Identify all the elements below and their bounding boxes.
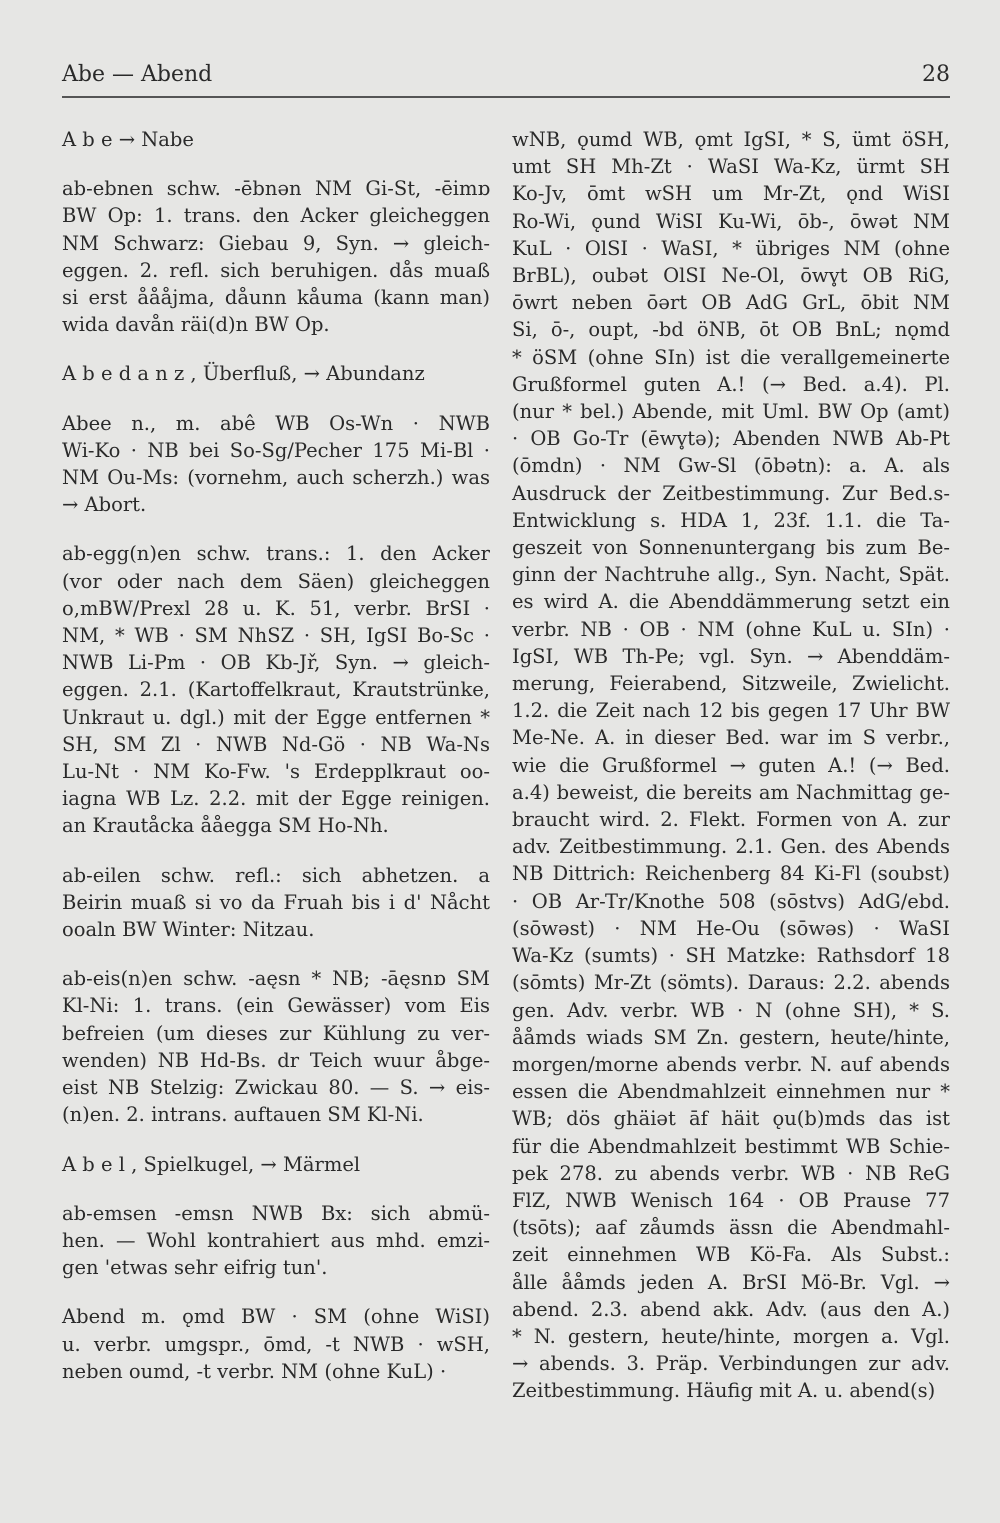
entry-line: NM Schwarz: Giebau 9, Syn. → gleich-	[62, 231, 490, 255]
entry-line: Abend m. ǫmd BW · SM (ohne WiSI)	[62, 1305, 490, 1329]
entry-line: ab-emsen -emsn NWB Bx: sich abmü-	[62, 1201, 490, 1225]
entry-line: merung, Feierabend, Sitzweile, Zwielicht.	[512, 672, 950, 696]
entry-line: (ōmdn) · NM Gw-Sl (ōbətn): a. A. als	[512, 454, 950, 478]
entry-line: · OB Ar-Tr/Knothe 508 (sōstvs) AdG/ebd.	[512, 889, 950, 913]
entry-line: NM Ou-Ms: (vornehm, auch scherzh.) was	[62, 466, 490, 490]
entry-line: si erst åååjma, dåunn kåuma (kann man)	[62, 286, 490, 310]
left-column	[62, 126, 490, 1407]
entry-line: Si, ō-, oupt, -bd öNB, ōt OB BnL; nǫmd	[512, 318, 950, 342]
entry-line: (sōwəst) · NM He-Ou (sōwəs) · WaSI	[512, 916, 950, 940]
entry-line: WB; dös ghäiət āf häit ǫu(b)mds das ist	[512, 1107, 950, 1131]
entry-line: iagna WB Lz. 2.2. mit der Egge reinigen.	[62, 787, 490, 811]
entry-line: Ro-Wi, ǫund WiSI Ku-Wi, ōb-, ōwət NM	[512, 209, 950, 233]
header-rule	[62, 96, 950, 98]
dictionary-entry-abee	[62, 410, 490, 519]
entry-line: wida davån räi(d)n BW Op.	[62, 313, 330, 337]
entry-line: NB Dittrich: Reichenberg 84 Ki-Fl (soubst)	[512, 862, 950, 886]
entry-line: verbr. NB · OB · NM (ohne KuL u. SIn) ·	[512, 617, 950, 641]
entry-line: wenden) NB Hd-Bs. dr Teich wuur åbge-	[62, 1048, 490, 1072]
entry-line: es wird A. die Abenddämmerung setzt ein	[512, 590, 950, 614]
entry-line: ab-ebnen schw. -ēbnən NM Gi-St, -ēimɒ	[62, 177, 490, 201]
entry-line: Grußformel guten A.! (→ Bed. a.4). Pl.	[512, 372, 950, 396]
entry-line: wie die Grußformel → guten A.! (→ Bed.	[512, 753, 950, 777]
entry-line: ååmds wiads SM Zn. gestern, heute/hinte,	[512, 1025, 950, 1049]
dictionary-entry-abe	[62, 126, 490, 153]
entry-line: ålle ååmds jeden A. BrSI Mö-Br. Vgl. →	[512, 1270, 950, 1294]
entry-line: NWB Li-Pm · OB Kb-Jř, Syn. → gleich-	[62, 651, 490, 675]
entry-line: u. verbr. umgspr., ōmd, -t NWB · wSH,	[62, 1332, 490, 1356]
entry-line: zeit einnehmen WB Kö-Fa. Als Subst.:	[512, 1243, 950, 1267]
entry-line: geszeit von Sonnenuntergang bis zum Be-	[512, 536, 950, 560]
entry-line: A b e l , Spielkugel, → Märmel	[62, 1152, 361, 1176]
entry-line: KuL · OlSI · WaSI, * übriges NM (ohne	[512, 236, 950, 260]
running-head	[62, 62, 950, 87]
running-head-title: Abe — Abend	[62, 62, 213, 87]
entry-line: für die Abendmahlzeit bestimmt WB Schie-	[512, 1134, 950, 1158]
entry-line: (tsōts); aaf zåumds ässn die Abendmahl-	[512, 1216, 950, 1240]
right-column	[512, 126, 950, 1405]
entry-line: ooaln BW Winter: Nitzau.	[62, 918, 315, 942]
entry-line: (nur * bel.) Abende, mit Uml. BW Op (amt)	[512, 400, 950, 424]
entry-line: adv. Zeitbestimmung. 2.1. Gen. des Abends	[512, 835, 950, 859]
entry-line: NM, * WB · SM NhSZ · SH, IgSI Bo-Sc ·	[62, 624, 490, 648]
entry-line: pek 278. zu abends verbr. WB · NB ReG	[512, 1161, 950, 1185]
entry-line: gen. Adv. verbr. WB · N (ohne SH), * S.	[512, 998, 950, 1022]
entry-line: · OB Go-Tr (ēwv̥tə); Abenden NWB Ab-Pt	[512, 427, 950, 451]
dictionary-entry-abend	[62, 1303, 490, 1385]
dictionary-entry-ab-eilen	[62, 862, 490, 944]
entry-line: FlZ, NWB Wenisch 164 · OB Prause 77	[512, 1188, 950, 1212]
entry-line: morgen/morne abends verbr. N. auf abends	[512, 1052, 950, 1076]
entry-line: SH, SM Zl · NWB Nd-Gö · NB Wa-Ns	[62, 732, 490, 756]
entry-line: gen 'etwas sehr eifrig tun'.	[62, 1256, 328, 1280]
entry-line: Wi-Ko · NB bei So-Sg/Pecher 175 Mi-Bl ·	[62, 438, 490, 462]
entry-line: eggen. 2. refl. sich beruhigen. dås muaß	[62, 258, 490, 282]
entry-line: Zeitbestimmung. Häufig mit A. u. abend(s)	[512, 1379, 936, 1403]
entry-line: abend. 2.3. abend akk. Adv. (aus den A.)	[512, 1297, 950, 1321]
dictionary-entry-abedanz	[62, 360, 490, 387]
entry-line: hen. — Wohl kontrahiert aus mhd. emzi-	[62, 1228, 490, 1252]
entry-line: ōwrt neben ōərt OB AdG GrL, ōbit NM	[512, 291, 950, 315]
entry-line: befreien (um dieses zur Kühlung zu ver-	[62, 1021, 490, 1045]
entry-line: (vor oder nach dem Säen) gleicheggen	[62, 569, 490, 593]
entry-line: umt SH Mh-Zt · WaSI Wa-Kz, ürmt SH	[512, 155, 950, 179]
entry-line: → abends. 3. Präp. Verbindungen zur adv.	[512, 1352, 950, 1376]
entry-line: Abee n., m. abê WB Os-Wn · NWB	[62, 411, 490, 435]
dictionary-entry-abel	[62, 1151, 490, 1178]
entry-line: BrBL), oubət OlSI Ne-Ol, ōwv̥t OB RiG,	[512, 264, 950, 288]
entry-line: a.4) beweist, die bereits am Nachmittag ge-	[512, 780, 950, 804]
dictionary-entry-ab-ebnen	[62, 175, 490, 338]
page-number: 28	[922, 62, 950, 87]
entry-line: 1.2. die Zeit nach 12 bis gegen 17 Uhr BW	[512, 699, 950, 723]
entry-line: (n)en. 2. intrans. auftauen SM Kl-Ni.	[62, 1103, 424, 1127]
entry-line: neben oumd, -t verbr. NM (ohne KuL) ·	[62, 1359, 447, 1383]
entry-line: o,mBW/Prexl 28 u. K. 51, verbr. BrSI ·	[62, 596, 490, 620]
entry-line: ginn der Nachtruhe allg., Syn. Nacht, Spät.	[512, 563, 950, 587]
entry-line: (sōmts) Mr-Zt (sömts). Daraus: 2.2. abends	[512, 971, 950, 995]
entry-line: Ausdruck der Zeitbestimmung. Zur Bed.s-	[512, 481, 950, 505]
dictionary-entry-ab-emsen	[62, 1200, 490, 1282]
entry-line: Kl-Ni: 1. trans. (ein Gewässer) vom Eis	[62, 994, 490, 1018]
entry-line: * öSM (ohne SIn) ist die verallgemeinerte	[512, 345, 950, 369]
entry-line: ab-eilen schw. refl.: sich abhetzen. a	[62, 863, 490, 887]
entry-line: wNB, ǫumd WB, ǫmt IgSI, * S, ümt öSH,	[512, 128, 950, 151]
entry-line: BW Op: 1. trans. den Acker gleicheggen	[62, 204, 490, 228]
entry-line: eist NB Stelzig: Zwickau 80. — S. → eis-	[62, 1076, 490, 1100]
entry-line: A b e d a n z , Überfluß, → Abundanz	[62, 362, 425, 386]
entry-line: eggen. 2.1. (Kartoffelkraut, Krautstrünke,	[62, 678, 490, 702]
entry-line: Wa-Kz (sumts) · SH Matzke: Rathsdorf 18	[512, 944, 950, 968]
dictionary-entry-ab-eggnen	[62, 540, 490, 839]
entry-line: ab-egg(n)en schw. trans.: 1. den Acker	[62, 542, 490, 566]
entry-line: IgSI, WB Th-Pe; vgl. Syn. → Abenddäm-	[512, 644, 950, 668]
entry-line: Me-Ne. A. in dieser Bed. war im S verbr.,	[512, 726, 950, 750]
entry-line: * N. gestern, heute/hinte, morgen a. Vgl.	[512, 1324, 950, 1348]
entry-line: Lu-Nt · NM Ko-Fw. 's Erdepplkraut oo-	[62, 760, 490, 784]
entry-line: essen die Abendmahlzeit einnehmen nur *	[512, 1080, 950, 1104]
entry-line: Entwicklung s. HDA 1, 23f. 1.1. die Ta-	[512, 508, 950, 532]
entry-line: braucht wird. 2. Flekt. Formen von A. zur	[512, 808, 950, 832]
entry-line: A b e → Nabe	[62, 128, 194, 151]
entry-line: an Krautåcka ååegga SM Ho-Nh.	[62, 814, 389, 838]
entry-line: → Abort.	[62, 493, 147, 517]
entry-line: Unkraut u. dgl.) mit der Egge entfernen *	[62, 705, 490, 729]
entry-line: ab-eis(n)en schw. -aęsn * NB; -āęsnɒ SM	[62, 967, 490, 991]
entry-line: Beirin muaß si vo da Fruah bis i d' Nåcht	[62, 890, 490, 914]
entry-line: Ko-Jv, ōmt wSH um Mr-Zt, ǫnd WiSI	[512, 182, 950, 206]
dictionary-entry-ab-eisnen	[62, 965, 490, 1128]
